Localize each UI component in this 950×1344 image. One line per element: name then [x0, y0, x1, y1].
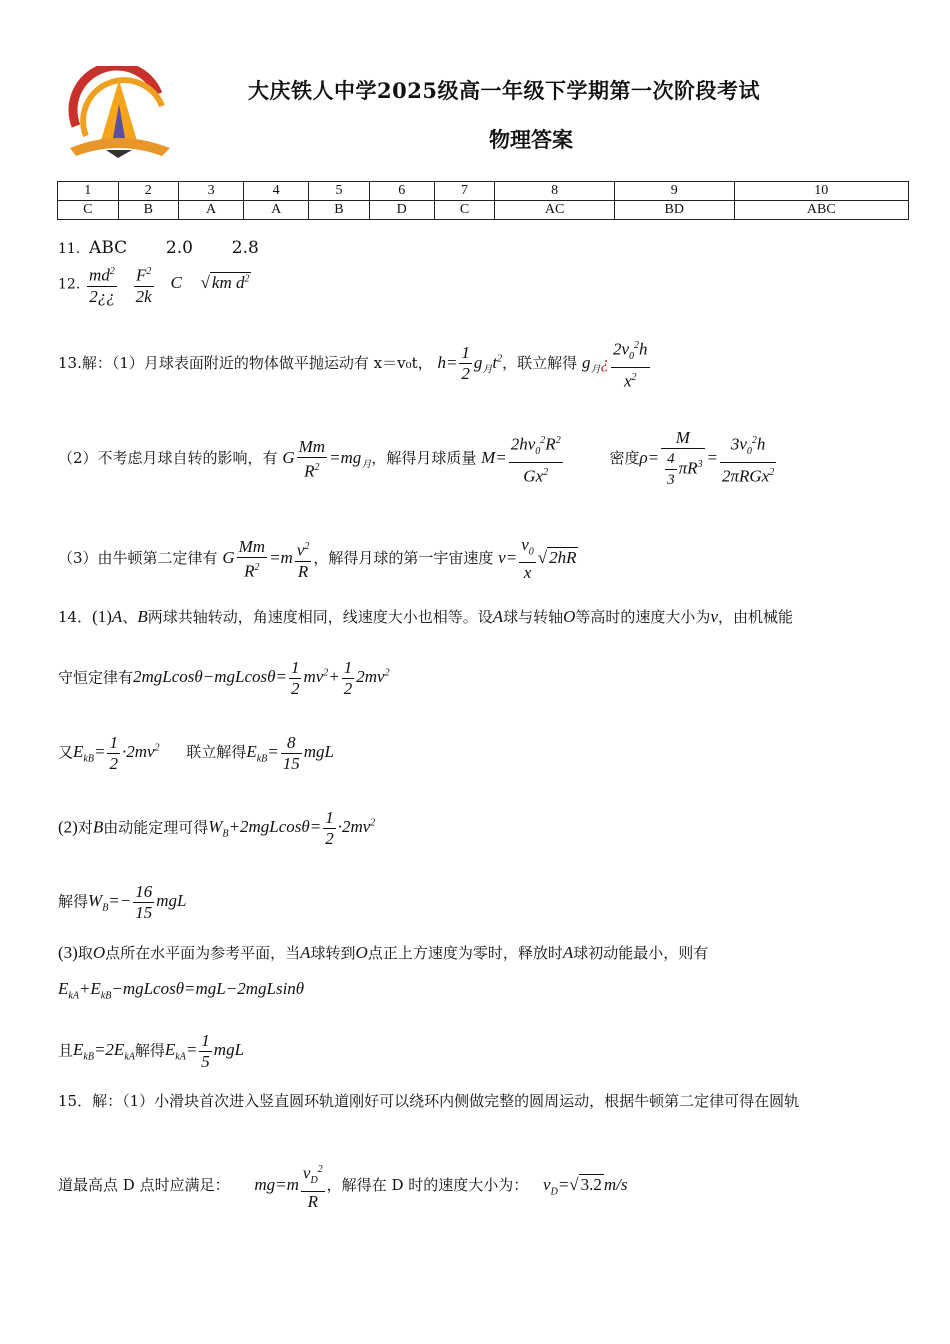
q14-l6d: 点正上方速度为零时，释放时: [367, 944, 563, 962]
q11-answer-1: ABC: [89, 238, 128, 258]
table-row-numbers: [58, 182, 909, 201]
q12-formula-4: √ km $d^2$: [200, 273, 250, 293]
q14-l6e: 球初动能最小，则有: [573, 944, 709, 962]
q14-label: 14．: [58, 608, 93, 626]
q15-line-2: [58, 1160, 628, 1212]
q14-line-5: [58, 882, 186, 923]
q13-formula-newton: G $\frac{Mm}{R^2}$ =m $\frac{v^2}{R}$: [222, 536, 310, 581]
table-cell: B: [118, 201, 179, 220]
q14-formula-eka: $E_{kA}+E_{kB}-mgLcos\theta=mgL-2mgLsin\theta$: [58, 979, 305, 1002]
q13-formula-g: $g_月¿$ $\frac{2v_0^2h}{x^2}$: [582, 353, 652, 372]
q14-line-1: 14．(1)A、B两球共轴转动，角速度相同，线速度大小也相等。设A球与转轴O等高时的速度大小为v，由机械能: [58, 607, 793, 626]
table-cell: 1: [58, 182, 119, 201]
q14-formula-eka-result: $E_{kA}=$ $\frac{1}{5}$ mgL: [164, 1031, 245, 1071]
q14-formula-work: $W_B+2mgLcos\theta=$ $\frac{1}{2}$ $\cdot 2mv^2$: [208, 808, 376, 848]
q14-l6c: 球转到: [310, 944, 356, 962]
q15-l2b: ，解得在 D 时的速度大小为：: [326, 1175, 529, 1194]
q13-formula-density: ρ= M $\frac{4}{3}$ $\pi R^3$ = $\frac{3v_0^2h}{2\pi RGx^2}$: [639, 428, 775, 488]
table-cell: A: [244, 201, 309, 220]
table-cell: C: [58, 201, 119, 220]
q14-line-4: (2)对B由动能定理可得$W_B+2mgLcos\theta=$ $\frac{1}{2}$ $\cdot 2mv^2$: [58, 808, 376, 848]
q12-line: [58, 262, 251, 307]
q13-formula-mass: M= $\frac{2hv_0^2R^2}{Gx^2}$: [481, 448, 565, 467]
q14-l6b: 点所在水平面为参考平面，当: [105, 944, 301, 962]
table-cell: 3: [179, 182, 244, 201]
q14-line-8: [58, 1031, 244, 1072]
page-title: 大庆铁人中学2025级高一年级下学期第一次阶段考试: [248, 78, 760, 103]
school-logo: [62, 66, 176, 162]
q11-answer-3: 2.8: [231, 238, 259, 258]
table-cell: 4: [244, 182, 309, 201]
table-cell: C: [434, 201, 495, 220]
table-row-choices: [58, 201, 909, 220]
table-cell: 9: [614, 182, 734, 201]
q13-p1-text: （1）月球表面附近的物体做平抛运动有 x＝v₀t，: [111, 353, 433, 372]
q12-label: 12.: [58, 276, 81, 293]
q14-l5: 解得: [58, 892, 89, 911]
q14-l1: 两球共轴转动，角速度相同，线速度大小也相等。设: [147, 608, 493, 626]
q12-formula-1: $\frac{md^2}{2¿¿}$: [87, 262, 117, 307]
q13-p1-mid: ，联立解得: [502, 353, 578, 372]
q14-formula-wb: $W_B=-$ $\frac{16}{15}$ mgL: [88, 882, 187, 922]
q14-formula-ekb-2eka: $E_{kB}=2E_{kA}$: [73, 1040, 135, 1063]
q14-l2: 守恒定律有: [58, 668, 134, 687]
q15-l2: 道最高点 D 点时应满足：: [58, 1175, 230, 1194]
q14-l8a: 且: [58, 1041, 74, 1060]
q14-l1b: 球与转轴: [503, 608, 564, 626]
table-cell: 2: [118, 182, 179, 201]
q13-part2: [58, 428, 778, 490]
q14-l3b: 联立解得: [186, 743, 247, 762]
table-cell: 5: [309, 182, 370, 201]
q14-formula-ekb: $E_{kB}=$ $\frac{1}{2}$ $\cdot 2mv^2$: [73, 733, 160, 773]
table-cell: D: [369, 201, 434, 220]
q14-formula-ekb-result: $E_{kB}=$ $\frac{8}{15}$ mgL: [246, 733, 334, 773]
q14-formula-energy: 2mgLcosθ−mgLcosθ= $\frac{1}{2}$ $mv^2+$ $\frac{1}{2}$ $2mv^2$: [133, 658, 390, 698]
table-cell: 10: [734, 182, 908, 201]
table-cell: AC: [495, 201, 615, 220]
q13-label: 13.解：: [58, 353, 112, 372]
q14-l4a: 对: [77, 818, 93, 837]
q14-l4b: 由动能定理可得: [103, 818, 209, 837]
table-cell: BD: [614, 201, 734, 220]
answer-table: [57, 181, 909, 220]
q13-p3-mid: ，解得月球的第一宇宙速度: [313, 549, 494, 568]
q14-l8b: 解得: [134, 1041, 165, 1060]
page-subtitle: 物理答案: [489, 127, 573, 152]
q14-line-3: [58, 733, 334, 774]
q11-line: [58, 238, 259, 258]
q12-answer-3: C: [170, 273, 182, 293]
table-cell: 8: [495, 182, 615, 201]
q15-line-1: 15．解：（1）小滑块首次进入竖直圆环轨道刚好可以绕环内侧做完整的圆周运动，根据牛顿第二定律可得在圆轨: [58, 1092, 800, 1110]
q14-l1c: 等高时的速度大小为: [575, 608, 711, 626]
q13-part1: [58, 336, 652, 392]
q12-formula-2: $\frac{F^2}{2k}$: [134, 262, 154, 307]
q15-formula-vd: $v_D=√$ 3.2 m/s: [543, 1174, 628, 1198]
table-cell: B: [309, 201, 370, 220]
q13-p3-text: （3）由牛顿第二定律有: [58, 549, 218, 568]
q14-l3a: 又: [58, 743, 74, 762]
q13-p2-mid: ，解得月球质量: [371, 448, 477, 467]
q13-p2-text: （2）不考虑月球自转的影响，有: [58, 448, 278, 467]
q15-formula-centripetal: mg=m $\frac{v_D^2}{R}$: [254, 1175, 326, 1194]
q14-l6a: 取: [77, 944, 93, 962]
q14-l1d: ，由机械能: [717, 608, 793, 626]
q11-answer-2: 2.0: [165, 238, 193, 258]
q11-label: 11.: [58, 241, 81, 257]
q13-density-label: 密度: [609, 448, 640, 467]
q13-part3: [58, 535, 578, 583]
table-cell: 7: [434, 182, 495, 201]
table-cell: A: [179, 201, 244, 220]
q13-formula-h: h= $\frac{1}{2}$ $g_月t^2$: [437, 343, 503, 384]
q14-line-7: [58, 979, 304, 1001]
table-cell: 6: [369, 182, 434, 201]
q14-line-2: [58, 658, 390, 699]
q13-formula-gravity: G $\frac{Mm}{R^2}$ $=mg_月$: [282, 436, 372, 481]
q13-formula-velocity: v= $\frac{v_0}{x}$ √ 2hR: [498, 535, 577, 583]
table-cell: ABC: [734, 201, 908, 220]
q14-line-6: (3)取O点所在水平面为参考平面，当A球转到O点正上方速度为零时，释放时A球初动能最小，则有: [58, 943, 709, 962]
